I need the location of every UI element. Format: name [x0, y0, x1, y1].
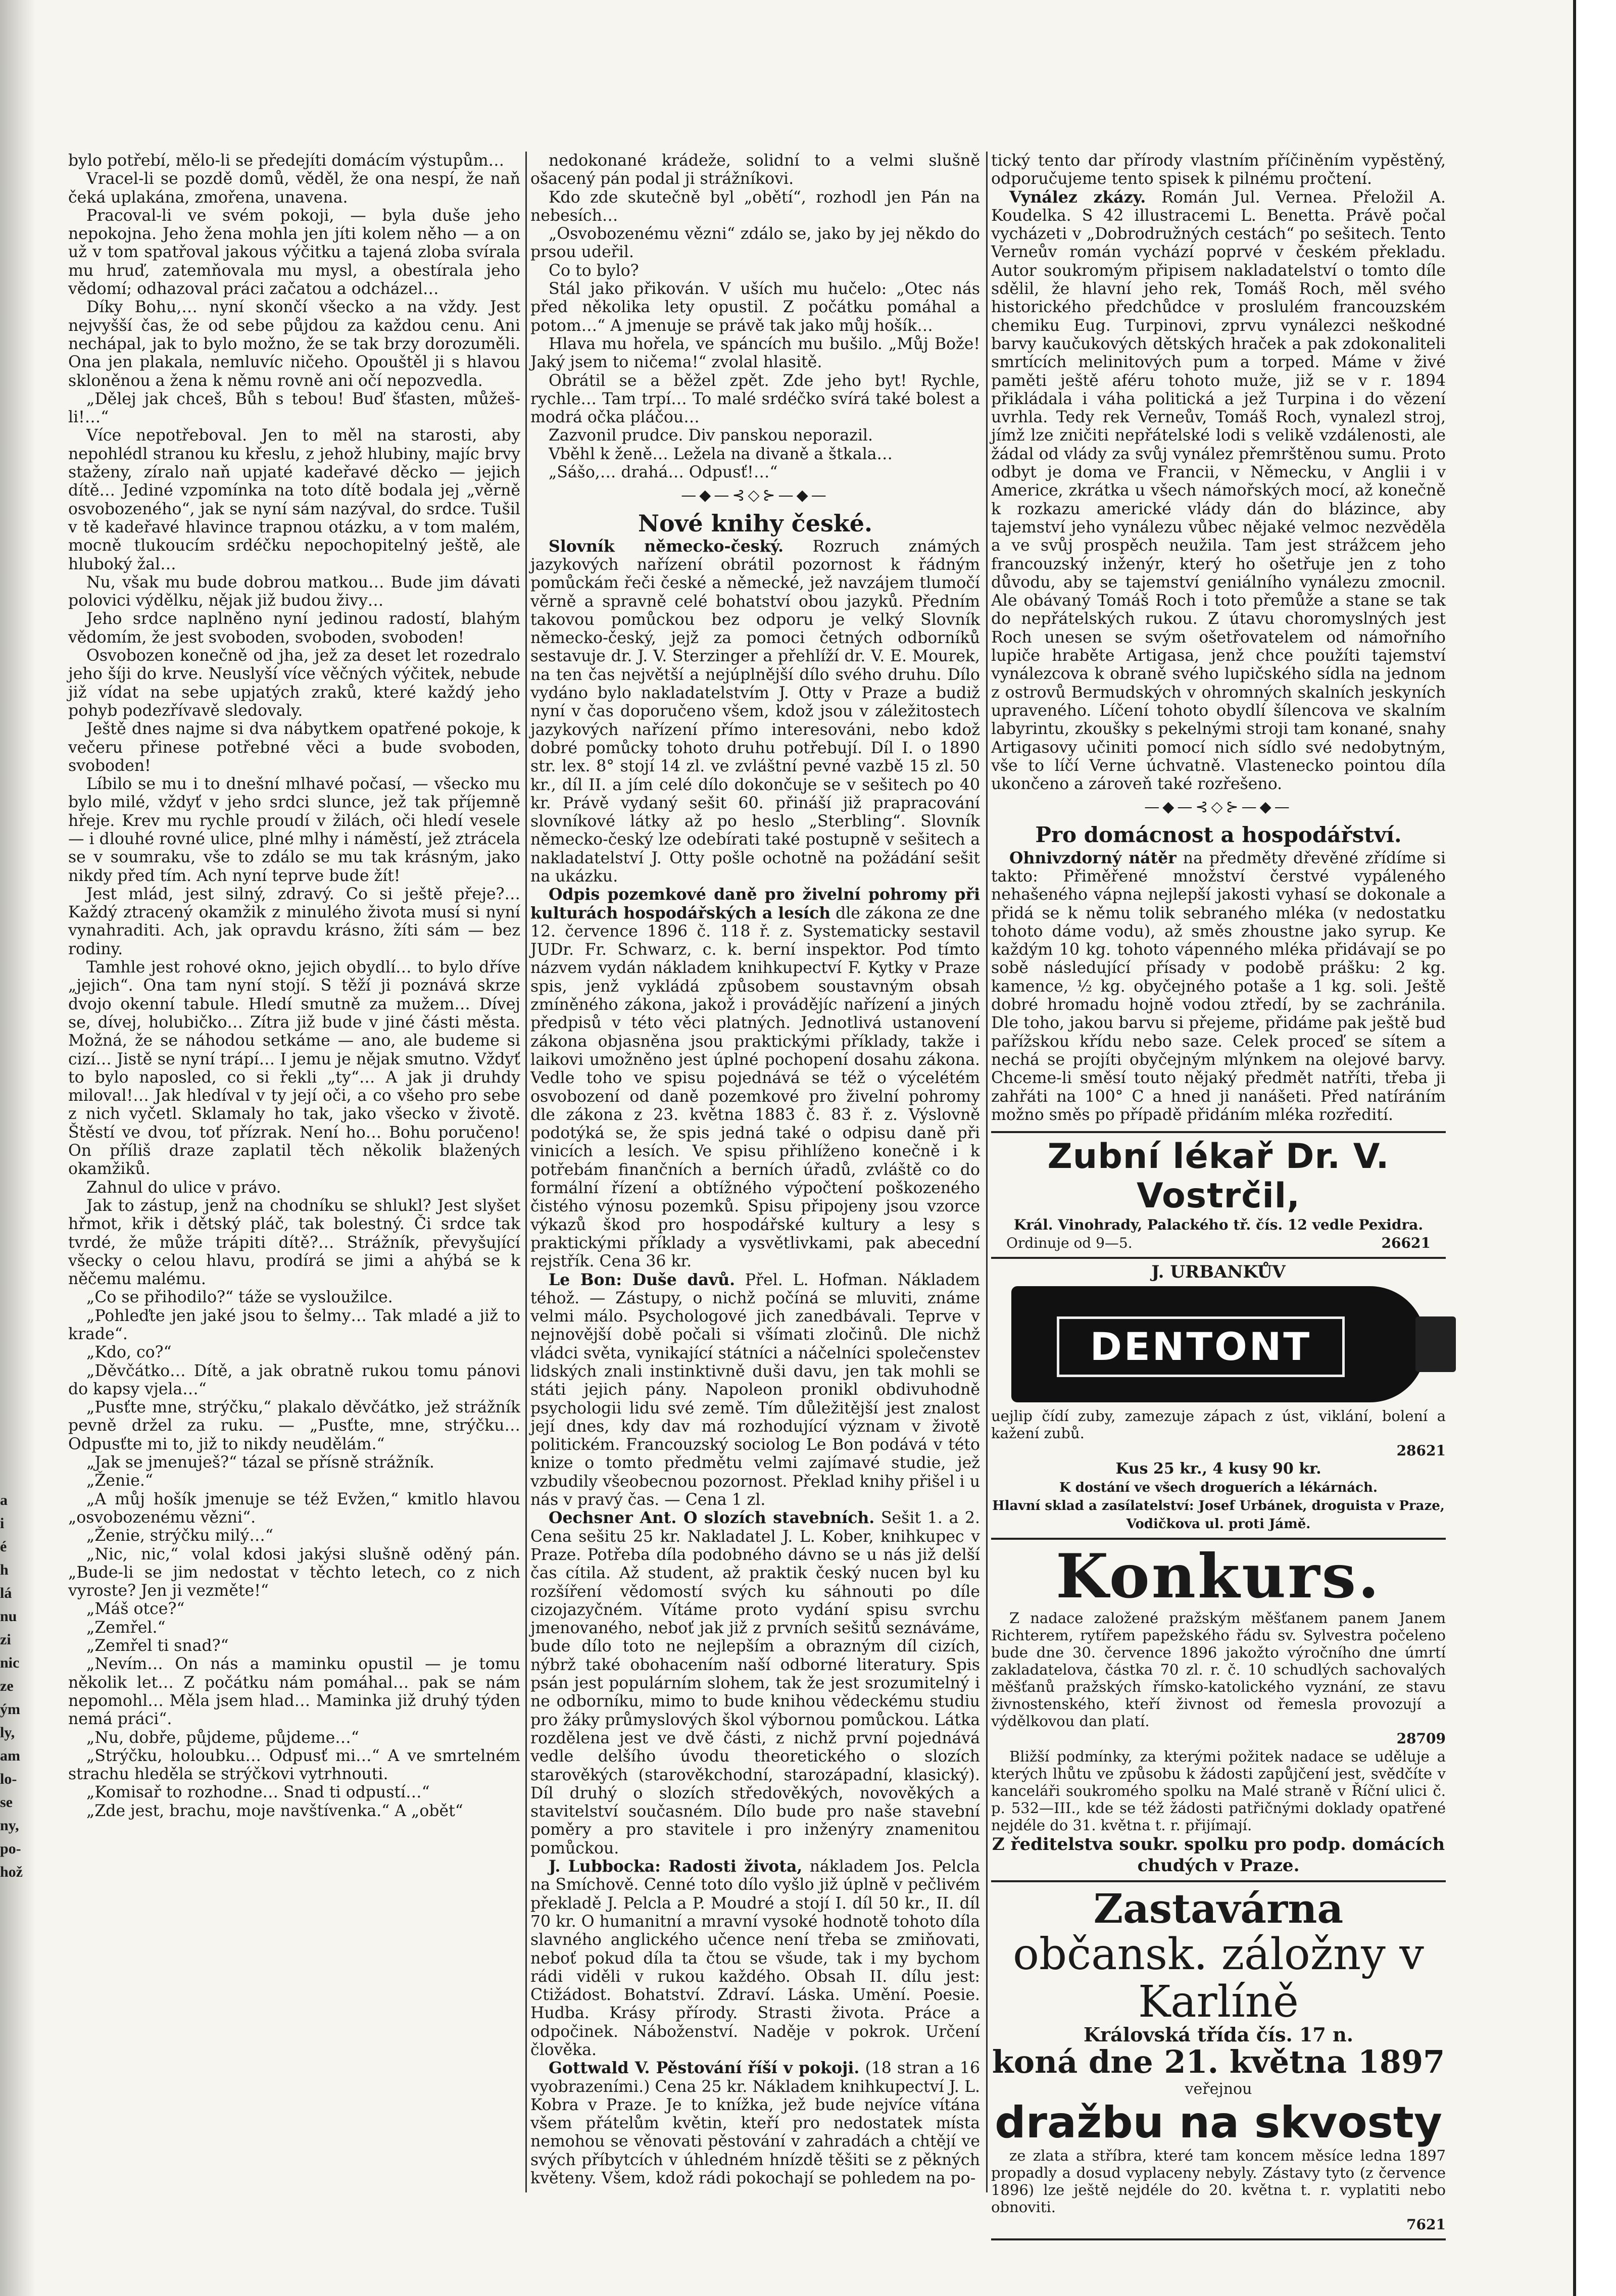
toothpaste-tube-illustration: [1011, 1286, 1426, 1402]
margin-fragment: nu: [0, 1608, 17, 1625]
paragraph: „Zemřel.“: [86, 1618, 166, 1637]
margin-fragment: ým: [0, 1701, 20, 1718]
paragraph: „Ženie, strýčku milý…“: [86, 1527, 274, 1545]
paragraph: Vběhl k ženě… Ležela na divaně a štkala…: [549, 445, 893, 463]
book-description: nákladem Jos. Pelcla na Smíchově. Cenné toto dílo vyšlo již úplně v pečlivém překladě J. Pelcla a P. Moudré a stojí I. díl 50 kr., II. díl 70 kr. O humanitní a mravní vysoké hodnotě tohoto díla slavného anglického učence není třeba se zmiňovati, neboť pokud díla ta čtou se všude, tak i my bychom rádi viděli v rukou každého. Obsah II. dílu jest: Ctižádost. Bohatství. Zdraví. Láska. Umění. Poesie. Hudba. Krásy přírody. Strasti života. Práce a odpočinek. Náboženství. Naděje v pokrok. Určení člověka.: [530, 1858, 980, 2059]
margin-fragment: zi: [0, 1631, 11, 1648]
paragraph: Více nepotřeboval. Jen to měl na starosti, aby nepohlédl stranou ku křeslu, z jehož hlubiny, majíc brvy staženy, zíralo naň upjaté kadeřavé děcko — jejich dítě… Jediné vzpomínka na toto dítě bodala jej „věrně osvobozeného“, jak se nyní sám nazýval, do srdce. Tušil v tě kadeřavé hlavince trapnou otázku, a v tom malém, mocně tlukoucím srdéčku nepochopitelný ještě, ale hluboký žal…: [68, 426, 520, 573]
paragraph: „Co se přihodilo?“ táže se vysloužilce.: [86, 1288, 393, 1307]
ad-konkurs-number: 28709: [1396, 1730, 1446, 1747]
margin-fragment: ly,: [0, 1724, 15, 1741]
paragraph: Zahnul do ulice v právo.: [86, 1178, 281, 1197]
margin-fragment: ny,: [0, 1817, 19, 1834]
book-description: dle zákona ze dne 12. července 1896 č. 118 ř. z. Systematicky sestavil JUDr. Fr. Schwarz, c. k. berní inspektor. Pod tímto názvem vydán nákladem knihkupectví F. Kytky v Praze spis, jenž vykládá způsobem soustavným obsah zmíněného zákona, jakož i provádějíc nařízení a jiných předpisů v této věci platných. Jednotlivá ustanovení zákona objasněna jsou praktickými příklady, takže i laikovi umožněno jest úplné pochopení dosahu zákona. Vedle toho ve spisu pojednává se též o výcelétém osvobození od daně pozemkové pro živelní pohromy dle zákona z 23. května 1883 č. 83 ř. z. Výslovně podotýká se, že spis jedná také o odpisu daně při vinicích a lesích. Ve spisu přihlíženo konečně i k potřebám finančních a berních úřadů, zvláště co do formální řízení a obtížného výpočtení poškozeného čistého výnosu pozemků. Spisu připojeny jsou vzorce výkazů škod pro hospodářské kultury a lesy s praktickými příklady a vysvětlivkami, pak abecední rejstřík. Cena 36 kr.: [530, 904, 981, 1271]
ad-dentont-price: Kus 25 kr., 4 kusy 90 kr.: [1115, 1460, 1321, 1478]
paragraph: „Kdo, co?“: [86, 1343, 172, 1362]
ad-dentist-address: Král. Vinohrady, Palackého tř. čís. 12 vedle Pexidra.: [1013, 1216, 1424, 1234]
column-3: [991, 152, 1446, 2240]
book-title: J. Lubbocka: Radosti života,: [549, 1857, 803, 1876]
margin-fragment: é: [0, 1538, 7, 1555]
paragraph: „Nic, nic,“ volal kdosi jakýsi slušně oděný pán. „Bude-li se jim nedostat v těchto letech, co z nich vyroste? Jen ji vezměte!“: [68, 1545, 520, 1600]
margin-text-scraps: [0, 1490, 35, 1885]
paragraph: „Pusťte mne, strýčku,“ plakalo děvčátko, jež strážník pevně držel za ruku. — „Pusťte, mne, strýčku… Odpusťte mi to, již to nikdy neudělám.“: [68, 1398, 520, 1453]
paragraph: „Zemřel ti snad?“: [86, 1637, 229, 1655]
book-description: Přel. L. Hofman. Nákladem téhož. — Zástupy, o nichž počíná se mluviti, známe velmi málo. Psychologové jich zanedbávali. Teprve v nejnovější době počali si všímati zločinů. Dle nichž vládci světa, vynikající státníci a náčelníci společenstev lidských znali instinktivně duši davu, jen tak mohli se státi jejich pány. Napoleon pronikl obdivuhodně psychologii lidu své země. Tím důležitější jest znalost její dnes, kdy dav má rozhodující význam v životě politickém. Francouzský sociolog Le Bon podává v této knize o tomto předmětu velmi zajímavé studie, jež vzbudily všeobecnou pozornost. Překlad knihy přišel i u nás v pravý čas. — Cena 1 zl.: [530, 1271, 981, 1509]
ad-konkurs-text: Z nadace založené pražským měšťanem panem Janem Richterem, rytířem papežského řádu sv. Sylvestra počeleno bude dne 30. července 1896 jakožto výročního dne úmrtí zakladatelova, částka 70 zl. r. č. 10 schudlých sachovalých měšťanů pražských římsko-katolického vyznání, ze stavu živnostenského, kteří živnost od řemesla provozují a výdělkovou dan platí.: [991, 1609, 1446, 1730]
column-1-feuilleton: [68, 152, 520, 1820]
ad-pawnshop-number: 7621: [1406, 2216, 1446, 2233]
ornament-divider: —◆—⊰◇⊱—◆—: [681, 486, 829, 505]
paragraph: Hlava mu hořela, ve spáncích mu bušilo. „Můj Bože! Jaký jsem to ničema!“ zvolal hlasitě.: [530, 334, 980, 372]
paragraph: Vracel-li se pozdě domů, věděl, že ona nespí, že naň čeká uplakána, zmořena, unavena.: [68, 170, 520, 207]
book-title: Oechsner Ant. O slozích stavebních.: [549, 1508, 875, 1528]
margin-fragment: am: [0, 1747, 20, 1764]
ad-dentont-text: uejlip čídí zuby, zamezuje zápach z úst, viklání, bolení a kažení zubů.: [991, 1407, 1446, 1442]
ad-dentist-hours: Ordinuje od 9—5.: [1006, 1235, 1133, 1252]
paragraph: „Jak se jmenuješ?“ tázal se přísně strážník.: [86, 1453, 434, 1472]
paragraph: Obrátil se a běžel zpět. Zde jeho byt! Rychle, rychle… Tam trpí… To malé srdéčko svírá také bolest a modrá očka pláčou…: [530, 371, 980, 427]
book-review: [530, 1271, 980, 1509]
column-2: [530, 152, 980, 2187]
paragraph: „Pohleďte jen jaké jsou to šelmy… Tak mladé a již to krade“.: [68, 1306, 520, 1343]
paragraph: Nu, však mu bude dobrou matkou… Bude jim dávati polovici výdělku, nějak již budou živy…: [68, 573, 520, 610]
margin-fragment: a: [0, 1492, 8, 1508]
ad-dentont: [991, 1257, 1446, 1538]
ad-dentont-number: 28621: [1396, 1442, 1446, 1459]
paragraph: Díky Bohu,… nyní skončí všecko a na vždy. Jest nejvyšší čas, že od sebe půjdou za každou cenu. Ani nechápal, jak to bylo možno, že se tak brzy dorozuměli. Ona jen plakala, nemluvíc ničeho. Opouštěl ji s hlavou skloněnou a žena k němu rovně ani očí nepozvedla.: [68, 298, 520, 390]
book-reviews: [530, 538, 980, 2188]
paragraph: bylo potřebí, mělo-li se předejíti domácím výstupům…: [68, 152, 505, 170]
section-title-new-books: Nové knihy české.: [638, 509, 873, 537]
ad-pawnshop-public: veřejnou: [1185, 2080, 1252, 2098]
margin-fragment: h: [0, 1561, 9, 1578]
paragraph: Jest mlád, jest silný, zdravý. Co si ještě přeje?… Každý ztracený okamžik z minulého života musí si nyní vynahraditi. Ach, jak opravdu krásno, žíti sám — bez rodiny.: [68, 885, 520, 958]
paragraph: „Osvobozenému vězni“ zdálo se, jako by jej někdo do prsou udeřil.: [530, 225, 980, 262]
ad-dentist-number: 26621: [1381, 1235, 1431, 1252]
book-reviews-cont: [991, 188, 1446, 794]
paragraph: Jak to zástup, jenž na chodníku se shlukl? Jest slyšet hřmot, křik i dětský pláč, tak bolestný. Či srdce tak tvrdé, že může trápiti dítě?… Strážník, převyšující všecky o celou hlavu, prodírá se jimi a ahýbá se k něčemu malému.: [68, 1196, 520, 1289]
review-continuation: tický tento dar přírody vlastním příčiněním vypěstěný, odporučujeme tento spisek k pilnému pročtení.: [991, 152, 1446, 188]
paragraph: „Děvčátko… Dítě, a jak obratně rukou tomu pánovi do kapsy vjela…“: [68, 1361, 520, 1398]
ad-pawnshop-title: Zastavárna: [1093, 1884, 1344, 1932]
paragraph: Osvobozen konečně od jha, jež za deset let rozedralo jeho šíji do krve. Neuslyší více věčných výčitek, nebude již vídat na sebe upjatých zraků, které každý jeho pohyb podezřívavě sledovaly.: [68, 647, 520, 720]
book-review: [530, 1858, 980, 2059]
paragraph: „Nevím… On nás a maminku opustil — je tomu několik let… Z počátku nám pomáhal… pak se nám nepomohl… Měla jsem hlad… Maminka již druhý týden nemá práci“.: [68, 1655, 520, 1729]
book-title: Odpis pozemkové daně pro živelní pohromy při kulturách hospodářských a lesích: [530, 885, 980, 922]
ad-pawnshop-subtitle: občansk. záložny v Karlíně: [1013, 1929, 1424, 2027]
book-description: Rozruch známých jazykových nařízení obrátil pozornost k řádným pomůckám řeči české a německé, jež navzájem tlumočí věrně a spravně celé bohatství obou jazyků. Předním takovou pomůckou bez odporu je velký Slovník německo-český, jejž za pomoci četných odborníků sestavuje dr. J. V. Sterzinger a přehlíží dr. V. E. Mourek, na ten čas největší a nejúplnější dílo svého druhu. Dílo vydáno bylo nakladatelstvím J. Otty v Praze a budiž nyní v čas doporučeno všem, kdož jsou v záležitostech jazykových nařízení přímo interesováni, nebo kdož dobré pomůcky tohoto druhu potřebují. Díl I. o 1890 str. lex. 8° stojí 14 zl. ve zvláštní pevné vazbě 15 zl. 50 kr., díl II. a jím celé dílo dokončuje se v sešitech po 40 kr. Právě vydaný sešit 60. přináší již prapracování slovníkové látky až po heslo „Sterbling“. Slovník německo-český lze odebírati také postupně v sešitech a nakladatelství J. Otty pošle ochotně na požádání sešit na ukázku.: [530, 537, 980, 886]
paragraph: Tamhle jest rohové okno, jejich obydlí… to bylo dříve „jejich“. Ona tam nyní stojí. S těží ji poznává skrze dvojo okenní tabule. Hledí smutně za mužem… Dívej se, dívej, holubičko… Zítra již bude v jiné části města. Možná, že se náhodou setkáme — ano, ale budeme si cizí… Jistě se nyní trápí… I jemu je nějak smutno. Vždyť to bylo naposled, co si řekli „ty“… A jak ji druhdy miloval!… Jak hledíval v ty její oči, a co všeho pro sebe z nich vyčetl. Sklamaly ho tak, jako všecko v životě. Štěstí ve dvou, toť přízrak. Není ho… Bohu poručeno! On příliš draze zaplatil těch několik blažených okamžiků.: [68, 958, 520, 1179]
book-review: [530, 538, 980, 886]
book-review: [530, 1509, 980, 1858]
paragraph: Jeho srdce naplněno nyní jedinou radostí, blahým vědomím, že jest svoboden, svoboden, svoboden!: [68, 610, 520, 647]
paragraph: „Nu, dobře, půjdeme, půjdeme…“: [86, 1728, 359, 1747]
margin-fragment: po-: [0, 1840, 21, 1857]
ad-pawnshop-auction: dražbu na skvosty: [995, 2097, 1442, 2148]
ad-konkurs-signature: Z ředitelstva soukr. spolku pro podp. domácích chudých v Praze.: [992, 1834, 1445, 1876]
paragraph: „Máš otce?“: [86, 1600, 185, 1619]
ad-konkurs-text-2: Bližší podmínky, za kterými požitek nadace se uděluje a kterých lhůtu ve způsobu k žádosti zapůjčení jest, svědčíte v kanceláři soukromého spolku na Malé straně v Říční ulici č. p. 532—III., kde se též žádosti patřičnými doklady opatřené nejdéle do 31. května t. r. přijímají.: [991, 1747, 1446, 1834]
margin-fragment: se: [0, 1794, 13, 1811]
ad-konkurs: [991, 1538, 1446, 1880]
ad-dentont-depot: Hlavní sklad a zasílatelství: Josef Urbánek, droguista v Praze, Vodičkova ul. proti Jámě.: [992, 1498, 1445, 1532]
ad-pawnshop-address: Královská třída čís. 17 n.: [1084, 2023, 1353, 2046]
book-review: [530, 886, 980, 1271]
ad-dentont-brand: DENTONT: [1057, 1316, 1345, 1377]
book-title: Vynález zkázy.: [1009, 187, 1146, 207]
paragraph: nedokonané krádeže, solidní to a velmi slušně ošacený pán podal ji strážníkovi.: [530, 152, 980, 188]
paragraph: „Zde jest, brachu, moje navštívenka.“ A „obět“: [86, 1801, 463, 1820]
ad-dentont-availability: K dostání ve všech droguerích a lékárnách.: [1059, 1480, 1378, 1495]
paragraph: „Ženie.“: [86, 1472, 153, 1490]
margin-fragment: lo-: [0, 1771, 17, 1787]
page-edge: [1573, 0, 1616, 2296]
paragraph: Co to bylo?: [549, 261, 639, 280]
book-review: [530, 2059, 980, 2187]
book-title: Le Bon: Duše davů.: [549, 1270, 736, 1289]
paragraph: Ještě dnes najme si dva nábytkem opatřené pokoje, k večeru přinese potřebné věci a bude svoboden, svoboden!: [68, 720, 520, 775]
story-continuation: [530, 152, 980, 481]
column-rule: [525, 152, 527, 2192]
margin-fragment: ze: [0, 1678, 14, 1694]
column-rule: [986, 152, 988, 2192]
margin-fragment: lá: [0, 1585, 12, 1601]
household-text: na předměty dřevěné zřídíme si takto: Přiměřené množství čerstvé vypáleného nehašeného vápna nejlepší jakosti vyhasí se dokonale a přidá se k němu tolik sebraného mléka (v nedostatku tohoto dáme vodu), až směs zhoustne jako syrup. Ke každým 10 kg. tohoto vápenného mléka přidávají se po sobě následující přísady v podobě prášku: 2 kg. kamence, ½ kg. obyčejného potaše a 1 kg. soli. Ještě dobré hromadu hojně vodou ztředí, by se zachránila. Dle toho, jakou barvu si přejeme, přidáme pak ještě bud pařížskou křídu nebo saze. Celek proceď se sítem a nechá se projíti obyčejným mlýnkem na olejové barvy. Chceme-li směsí touto nějaký předmět natříti, třeba ji zahřáti na 100° C a hned ji nanášeti. Před natíráním možno směs po případě přidáním mléka rozředití.: [991, 849, 1446, 1124]
book-description: Román Jul. Vernea. Přeložil A. Koudelka. S 42 illustracemi L. Benetta. Právě počal vycházeti v „Dobrodružných cestách“ po sešitech. Tento Verneův román vychází poprvé v českém překladu. Autor soukromým připisem nakladatelství o tomto díle sdělil, že hlavní jeho rek, Tomáš Roch, měl svého historického předchůdce v proslulém francouzském chemiku Eug. Turpinovi, zprvu vynálezci neškodné barvy kaučukových dětských hraček a pak zdokonaliteli smrtících melinitových pum a torped. Máme v živé paměti ještě aféru tohoto muže, již se v r. 1894 přikládala i váha politická a jež Turpina i do vězení uvrhla. Tedy rek Verneův, Tomáš Roch, vynalezl stroj, jímž lze zničiti nepřátelské lodi s velikě vzdálenosti, ale žádal od vlády za svůj vynález přemrštěnou sumu. Proto odbyt je doma ve Francii, v Německu, v Anglii i v Americe, zkrátka u všech námořských mocí, až konečně k rozkazu americké vlády dán do blázince, aby tajemství jeho vynálezu vůbec nějaké velmoc nezvěděla a ve svůj prospěch neužila. Tam jest strážcem jeho francouzský inženýr, který ho ošetřuje jen z toho důvodu, aby se tajemství geniálního vynálezu zmocnil. Ale obávaný Tomáš Roch i toto přemůže a stane se tak do nepřátelských rukou. Z útavu choromyslných jest Roch unesen se svým ošetřovatelem od námořního lupiče hraběte Artigasa, jenž chce použíti tajemství vynálezcova k obraně svého lupičského sídla na jednom z ostrovů Bermudských v ohromných skalních jeskyních upraveného. Líčení tohoto obydlí šílencova ve skalním labyrintu, zkoušky s pekelnými stroji tam konané, snahy Artigasovy učiniti pomocí nich sídlo své nedobytným, vše to líčí Verne úchvatně. Vlastenecko pointou díla ukončeno a zároveň také rozřešeno.: [991, 188, 1446, 794]
ad-konkurs-title: Konkurs.: [1056, 1540, 1381, 1612]
paragraph: „Sášo,… drahá… Odpusť!…“: [549, 463, 778, 482]
household-lead: Ohnivzdorný nátěr: [1009, 848, 1177, 867]
book-description: (18 stran a 16 vyobrazeními.) Cena 25 kr. Nákladem knihkupectví J. L. Kobra v Praze. Je to knížka, jež bude nejvíce vítána všem přátelům květin, kteří pro nedostatek místa nemohou se věnovati pěstování v zahradách a chtějí ve svých příbytcích v úhledném hnízdě těšiti se z pěkných květeny. Všem, kdož rádi pokochají se pohledem na po-: [530, 2059, 980, 2188]
margin-fragment: hož: [0, 1864, 23, 1880]
paragraph: „Komisař to rozhodne… Snad ti odpustí…“: [86, 1783, 430, 1802]
household-article: [991, 849, 1446, 1124]
ad-pawnshop-text: ze zlata a stříbra, které tam koncem měsíce ledna 1897 propadly a dosud vyplaceny nebyly. Zástavy tyto (z července 1896) lze ještě nejdéle do 20. května t. r. vyplatiti nebo obnoviti.: [991, 2147, 1446, 2216]
book-title: Slovník německo-český.: [549, 536, 784, 556]
ad-dentist-title: Zubní lékař Dr. V. Vostrčil,: [1047, 1137, 1390, 1216]
book-review: [991, 188, 1446, 794]
ad-dentont-maker: J. URBANKŮV: [1151, 1261, 1286, 1282]
book-description: Sešit 1. a 2. Cena sešitu 25 kr. Nakladatel J. L. Kober, knihkupec v Praze. Potřeba díla podobného dávno se u nás již delší čas cítila. Až student, až praktik český nucen byl ku rozšíření vědomostí svých ku sáhnouti po díle cizojazyčném. Vítáme proto vydání spisu svrchu jmenovaného, neboť jak již z prvních sešitů seznáváme, bude dílo toto ne nejlepším a obrazným díl cizích, nýbrž také obohacením naší odborné literatury. Spis psán jest populárním slohem, tak že jest srozumitelný i ne odborníku, mimo to bude knihou vědeckému studiu pro žáky průmyslových škol výbornou pomůckou. Látka rozdělena jest ve dvě části, z nichž první pojednává vedle delšího úvodu theoretického o slozích starověkých (starověkchodní, starozápadní, klasický). Díl druhý o slozích středověkých, novověkých a stavitelství současném. Dílo bude pro naše stavební poměry a pro stavitele i pro inženýry znamenitou pomůckou.: [530, 1509, 980, 1858]
paragraph: Zazvonil prudce. Div panskou neporazil.: [549, 426, 873, 445]
book-title: Gottwald V. Pěstování říší v pokoji.: [549, 2059, 860, 2078]
margin-fragment: nic: [0, 1654, 20, 1671]
section-title-household: Pro domácnost a hospodářství.: [1035, 822, 1402, 847]
ad-pawnshop-date: koná dne 21. května 1897: [992, 2043, 1445, 2081]
paragraph: „Strýčku, holoubku… Odpusť mi…“ A ve smrtelném strachu hleděla se strýčkovi vytrhnouti.: [68, 1746, 520, 1784]
binding-shadow: [0, 0, 35, 2296]
paragraph: „A můj hošík jmenuje se též Evžen,“ kmitlo hlavou „osvobozenému vězni“.: [68, 1490, 520, 1527]
margin-fragment: i: [0, 1515, 5, 1532]
ad-dentist: [991, 1131, 1446, 1257]
tube-cap: [1415, 1316, 1456, 1372]
ornament-divider: —◆—⊰◇⊱—◆—: [1144, 798, 1293, 816]
ad-pawnshop: [991, 1880, 1446, 2240]
paragraph: Kdo zde skutečně byl „obětí“, rozhodl jen Pán na nebesích…: [530, 188, 980, 225]
paragraph: Pracoval-li ve svém pokoji, — byla duše jeho nepokojna. Jeho žena mohla jen jíti kolem něho — a on už v tom spatřoval jakous výčitku a tajená zloba svírala mu hruď, zatemňovala mu mysl, a obestírala jeho vědomí; odhazoval práci začatou a odcházel…: [68, 206, 520, 299]
paragraph: Stál jako přikován. V uších mu hučelo: „Otec nás před několika lety opustil. Z počátku pomáhal a potom…“ A jmenuje se právě tak jako můj hošík…: [530, 280, 980, 335]
paragraph: Líbilo se mu i to dnešní mlhavé počasí, — všecko mu bylo milé, vždyť v jeho srdci slunce, jež tak příjemně hřeje. Krev mu rychle proudí v žilách, oči hledí vesele — i dlouhé rovné ulice, plné mlhy i náměstí, jež ztrácela se v soumraku, vše to zdálo se mu tak krásným, jako nikdy před tím. Ach nyní teprve bude žít!: [68, 775, 520, 885]
paragraph: „Dělej jak chceš, Bůh s tebou! Buď šťasten, můžeš-li!…“: [68, 389, 520, 427]
